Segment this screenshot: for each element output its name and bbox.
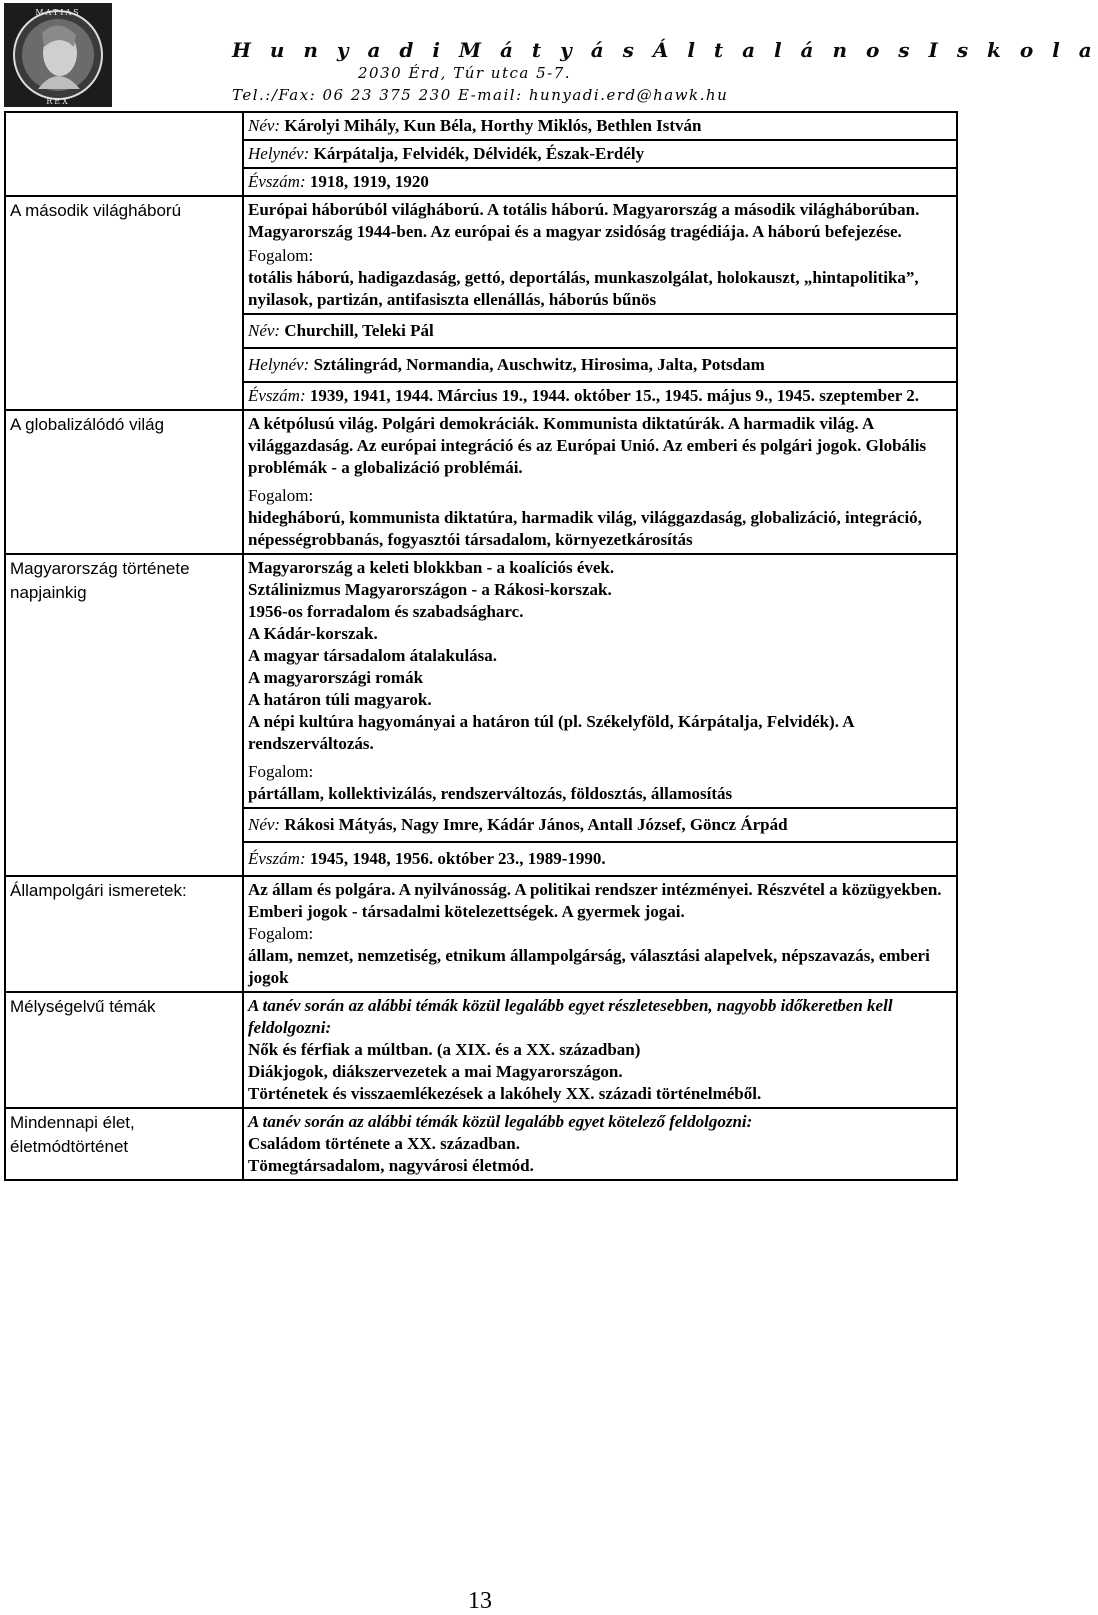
list-item: Történetek és visszaemlékezések a lakóhely XX. századi történelméből. <box>248 1084 762 1103</box>
place-cell: Helynév: Kárpátalja, Felvidék, Délvidék, Észak-Erdély <box>243 140 957 168</box>
topic-daily-life: Mindennapi élet, életmódtörténet <box>5 1108 243 1180</box>
content-cell: Magyarország a keleti blokkban - a koalíciós évek. Sztálinizmus Magyarországon - a Rákosi-korszak. 1956-os forradalom és szabadságharc. A Kádár-korszak. A magyar társadalom átalakulása. A magyarországi romák A határon túli magyarok. A népi kultúra hagyományai a határon túl (pl. Székelyföld, Kárpátalja, Felvidék). A rendszerváltozás. Fogalom: pártállam, kollektivizálás, rendszerváltozás, földosztás, államosítás <box>243 554 957 808</box>
table-row <box>5 410 957 554</box>
list-item: A népi kultúra hagyományai a határon túl (pl. Székelyföld, Kárpátalja, Felvidék). A rendszerváltozás. <box>248 712 854 753</box>
list-item: Diákjogok, diákszervezetek a mai Magyarországon. <box>248 1062 623 1081</box>
name-cell: Név: Rákosi Mátyás, Nagy Imre, Kádár János, Antall József, Göncz Árpád <box>243 808 957 842</box>
content-cell: A tanév során az alábbi témák közül legalább egyet kötelező feldolgozni: Családom története a XX. században. Tömegtársadalom, nagyvárosi életmód. <box>243 1108 957 1180</box>
table-row <box>5 876 957 992</box>
svg-text:MATIAS: MATIAS <box>35 8 81 17</box>
table-row <box>5 992 957 1108</box>
topic-civics: Állampolgári ismeretek: <box>5 876 243 992</box>
year-cell: Évszám: 1918, 1919, 1920 <box>243 168 957 196</box>
name-cell: Név: Károlyi Mihály, Kun Béla, Horthy Miklós, Bethlen István <box>243 112 957 140</box>
table-row <box>5 554 957 808</box>
table-row <box>5 196 957 314</box>
list-item: Tömegtársadalom, nagyvárosi életmód. <box>248 1156 534 1175</box>
topic-globalization: A globalizálódó világ <box>5 410 243 554</box>
list-item: Családom története a XX. században. <box>248 1134 520 1153</box>
school-logo <box>4 3 112 107</box>
year-cell: Évszám: 1945, 1948, 1956. október 23., 1989-1990. <box>243 842 957 876</box>
place-cell: Helynév: Sztálingrád, Normandia, Auschwitz, Hirosima, Jalta, Potsdam <box>243 348 957 382</box>
list-item: A Kádár-korszak. <box>248 624 378 643</box>
school-contact: Tel.:/Fax: 06 23 375 230 E-mail: hunyadi.erd@hawk.hu <box>232 86 729 104</box>
content-cell: Európai háborúból világháború. A totális háború. Magyarország a második világháborúban. Magyarország 1944-ben. Az európai és a magyar zsidóság tragédiája. A háború befejezése. Fogalom: totális háború, hadigazdaság, gettó, deportálás, munkaszolgálat, holokauszt, „hintapolitika”, nyilasok, partizán, antifasiszta ellenállás, háborús bűnös <box>243 196 957 314</box>
topic-deep-dive: Mélységelvű témák <box>5 992 243 1108</box>
topic-ww2: A második világháború <box>5 196 243 410</box>
svg-text:REX: REX <box>46 97 70 106</box>
list-item: A magyar társadalom átalakulása. <box>248 646 498 665</box>
name-cell: Név: Churchill, Teleki Pál <box>243 314 957 348</box>
topic-hungary-history: Magyarország története napjainkig <box>5 554 243 876</box>
list-item: Nők és férfiak a múltban. (a XIX. és a XX. században) <box>248 1040 641 1059</box>
table-row <box>5 112 957 140</box>
year-cell: Évszám: 1939, 1941, 1944. Március 19., 1944. október 15., 1945. május 9., 1945. szeptember 2. <box>243 382 957 410</box>
list-item: Sztálinizmus Magyarországon - a Rákosi-korszak. <box>248 580 612 599</box>
list-item: A magyarországi romák <box>248 668 424 687</box>
list-item: 1956-os forradalom és szabadságharc. <box>248 602 524 621</box>
table-row <box>5 1108 957 1180</box>
page-header <box>0 0 1098 112</box>
list-item: Magyarország a keleti blokkban - a koalíciós évek. <box>248 558 615 577</box>
page-number: 13 <box>468 1588 492 1614</box>
list-item: A határon túli magyarok. <box>248 690 432 709</box>
curriculum-table <box>4 111 958 1181</box>
school-address: 2030 Érd, Túr utca 5-7. <box>358 64 572 82</box>
content-cell: A kétpólusú világ. Polgári demokráciák. Kommunista diktatúrák. A harmadik világ. A világgazdaság. Az európai integráció és az Európai Unió. Az emberi és polgári jogok. Globális problémák - a globalizáció problémái. Fogalom: hidegháború, kommunista diktatúra, harmadik világ, világgazdaság, globalizáció, integráció, népességrobbanás, fogyasztói társadalom, környezetkárosítás <box>243 410 957 554</box>
row-label-empty <box>5 112 243 196</box>
content-cell: A tanév során az alábbi témák közül legalább egyet részletesebben, nagyobb időkeretben kell feldolgozni: Nők és férfiak a múltban. (a XIX. és a XX. században) Diákjogok, diákszervezetek a mai Magyarországon. Történetek és visszaemlékezések a lakóhely XX. századi történelméből. <box>243 992 957 1108</box>
content-cell: Az állam és polgára. A nyilvánosság. A politikai rendszer intézményei. Részvétel a közügyekben. Emberi jogok - társadalmi kötelezettségek. A gyermek jogai. Fogalom: állam, nemzet, nemzetiség, etnikum állampolgárság, választási alapelvek, népszavazás, emberi jogok <box>243 876 957 992</box>
school-name: H u n y a d i M á t y á s Á l t a l á n o s I s k o l a <box>232 38 1098 62</box>
